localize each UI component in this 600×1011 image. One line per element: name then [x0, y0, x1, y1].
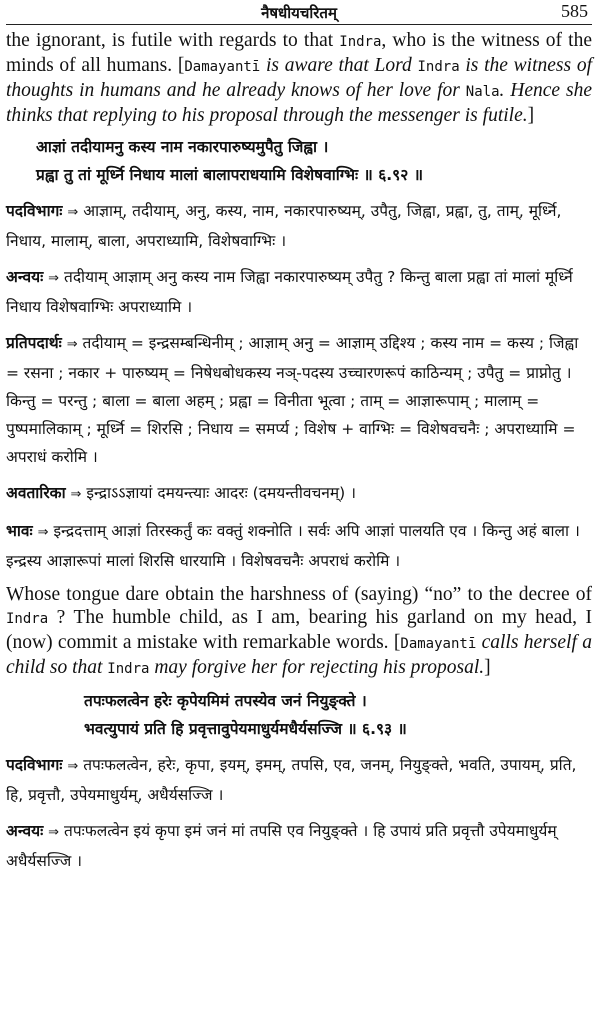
arrow-icon: ⇒: [67, 205, 79, 220]
name-damayanti: Damayantī: [184, 59, 261, 75]
verse-line: भवत्युपायं प्रति हि प्रवृत्तावुपेयमाधुर्यमधैर्यसज्जि ॥ ६.९३ ॥: [84, 720, 407, 738]
section-label: प्रतिपदार्थः: [6, 334, 62, 352]
section-text: आज्ञाम्, तदीयाम्, अनु, कस्य, नाम, नकारपारुष्यम्, उपैतु, जिह्वा, प्रह्वा, तु, ताम्, मूर्ध्नि, निधाय, मालाम्, बाला, अपराध्यामि, विशेषवाग्भिः ।: [6, 202, 562, 250]
anvaya-section: [6, 263, 592, 321]
padavibhaga-section: [6, 197, 592, 255]
intro-note: is the witness of thoughts in humans and he already knows of her love for: [6, 55, 592, 101]
intro-paragraph: [6, 29, 592, 127]
arrow-icon: ⇒: [48, 825, 60, 840]
name-indra: Indra: [417, 59, 460, 75]
section-text: तदीयाम् = इन्द्रसम्बन्धिनीम् ; आज्ञाम् अनु = आज्ञाम् उद्दिश्य ; कस्य नाम = कस्य ; जिह्वा = रसना ; नकार + पारुष्यम् = निषेधबोधकस्य नञ्-पदस्य उच्चारणरूपं काठिन्यम् ; उपैतु = प्राप्नोतु । किन्तु = परन्तु ; बाला = बाला अहम् ; प्रह्वा = विनीता भूत्वा ; ताम् = आज्ञारूपाम् ; मालाम् = पुष्पमालिकाम् ; मूर्ध्नि = शिरसि ; निधाय = समर्प्य ; विशेष + वाग्भिः = विशेषवचनैः ; अपराध्यामि = अपराधं करोमि ।: [6, 334, 579, 466]
book-title: नैषधीयचरितम्: [261, 4, 337, 22]
intro-text: , who is the witness of the minds of all humans. [: [6, 30, 592, 76]
section-text: तपःफलत्वेन इयं कृपा इमं जनं मां तपसि एव नियुङ्क्ते । हि उपायं प्रति प्रवृत्तौ उपेयमाधुर्यम् अधैर्यसज्जि ।: [6, 822, 557, 870]
avatarika-section: [6, 479, 592, 509]
name-indra: Indra: [107, 661, 150, 677]
padavibhaga-section: [6, 751, 592, 809]
translation-paragraph: [6, 583, 592, 681]
section-label: अन्वयः: [6, 822, 44, 840]
intro-text: the ignorant, is futile with regards to that: [6, 30, 340, 51]
name-indra: Indra: [339, 34, 382, 50]
section-text: इन्द्रदत्ताम् आज्ञां तिरस्कर्तुं कः वक्तुं शक्नोति । सर्वः अपि आज्ञां पालयति एव । किन्तु अहं बाला । इन्द्रस्य आज्ञारूपां मालां शिरसि धारयामि । विशेषवचनैः अपराधं करोमि ।: [6, 522, 580, 570]
section-label: अवतारिका: [6, 484, 66, 502]
section-label: पदविभागः: [6, 756, 63, 774]
arrow-icon: ⇒: [37, 525, 49, 540]
verse-line: प्रह्वा तु तां मूर्ध्नि निधाय मालां बालापराधयामि विशेषवाग्भिः ॥ ६.९२ ॥: [36, 166, 423, 184]
translation-note: may forgive her for rejecting his proposal.: [149, 657, 485, 678]
translation-text: ]: [484, 657, 491, 678]
name-nala: Nala: [465, 84, 500, 100]
section-text: तदीयाम् आज्ञाम् अनु कस्य नाम जिह्वा नकारपारुष्यम् उपैतु ? किन्तु बाला प्रह्वा तां मालां मूर्ध्नि निधाय विशेषवाग्भिः अपराध्यामि ।: [6, 268, 573, 316]
section-text: तपःफलत्वेन, हरेः, कृपा, इयम्, इमम्, तपसि, एव, जनम्, नियुङ्क्ते, भवति, उपायम्, प्रति, हि, प्रवृत्तौ, उपेयमाधुर्यम्, अधैर्यसज्जि ।: [6, 756, 577, 804]
pratipadartha-section: [6, 329, 592, 471]
intro-note: is aware that Lord: [260, 55, 418, 76]
arrow-icon: ⇒: [70, 487, 82, 502]
translation-text: Whose tongue dare obtain the harshness of (saying) “no” to the decree of: [6, 584, 592, 605]
verse-line: तपःफलत्वेन हरेः कृपेयमिमं तपस्येव जनं नियुङ्क्ते ।: [84, 692, 367, 710]
intro-note: . Hence she thinks that replying to his proposal through the messenger is futile.: [6, 80, 593, 126]
name-indra: Indra: [6, 611, 49, 627]
running-header: [6, 0, 592, 25]
translation-text: ? The humble child, as I am, bearing his garland on my head, I (now) commit a mistake with remarkable words. [: [6, 607, 592, 653]
section-label: अन्वयः: [6, 268, 44, 286]
bhava-section: [6, 517, 592, 575]
section-text: इन्द्राऽऽज्ञायां दमयन्त्याः आदरः (दमयन्तीवचनम्) ।: [81, 484, 357, 502]
verse-6-93: [6, 687, 592, 743]
name-damayanti: Damayantī: [400, 636, 477, 652]
verse-6-92: [6, 133, 592, 189]
intro-text: ]: [527, 105, 535, 126]
verse-line: आज्ञां तदीयामनु कस्य नाम नकारपारुष्यमुपैतु जिह्वा ।: [36, 138, 329, 156]
page-number: 585: [561, 1, 588, 21]
arrow-icon: ⇒: [67, 759, 79, 774]
arrow-icon: ⇒: [48, 271, 60, 286]
arrow-icon: ⇒: [66, 337, 78, 352]
section-label: भावः: [6, 522, 33, 540]
section-label: पदविभागः: [6, 202, 63, 220]
anvaya-section: [6, 817, 592, 875]
translation-note: calls herself a child so that: [6, 632, 592, 678]
